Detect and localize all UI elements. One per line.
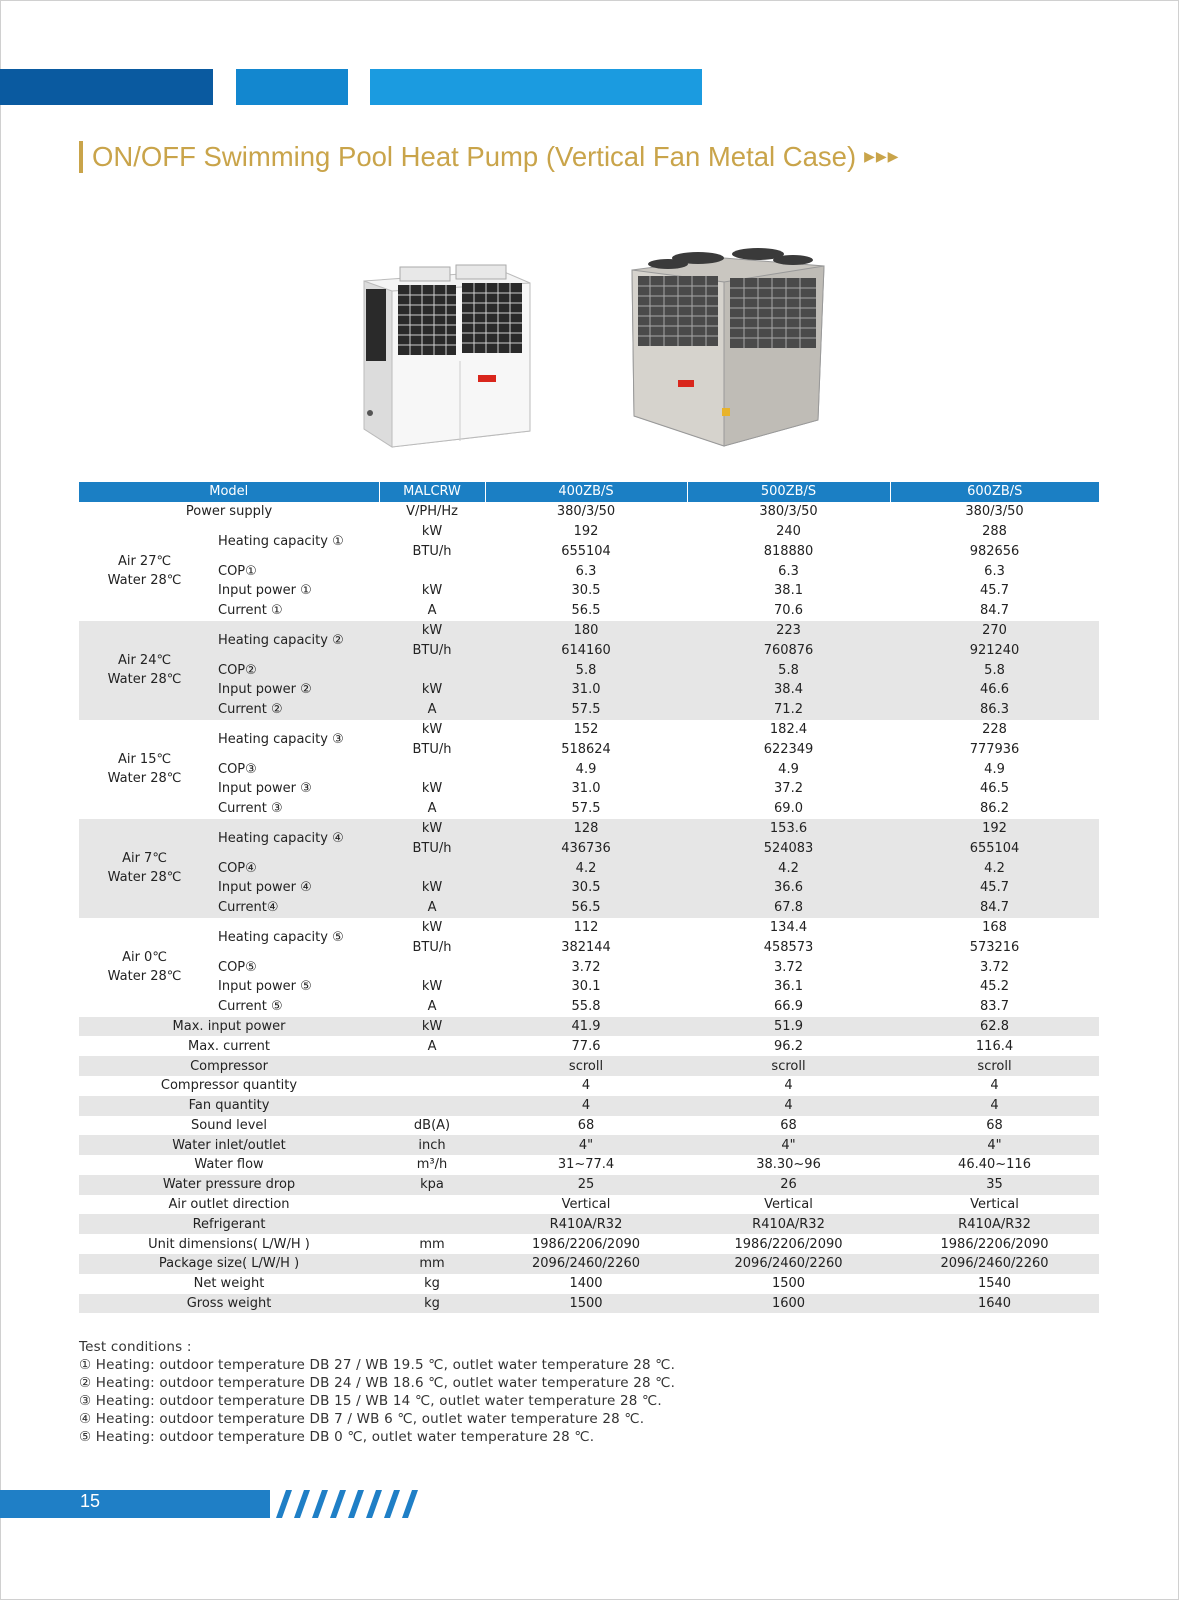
table-row <box>79 779 1099 799</box>
table-cell: 270 <box>890 621 1099 641</box>
header-cell: 600ZB/S <box>890 482 1099 502</box>
table-cell: inch <box>379 1135 485 1155</box>
table-cell: 2096/2460/2260 <box>687 1254 890 1274</box>
param-label: COP③ <box>218 761 257 777</box>
table-row <box>79 700 1099 720</box>
table-cell: scroll <box>485 1056 687 1076</box>
header-band-mid <box>236 69 348 105</box>
table-cell: 41.9 <box>485 1017 687 1037</box>
table-cell: scroll <box>687 1056 890 1076</box>
table-cell: 36.6 <box>687 878 890 898</box>
table-row <box>79 819 1099 839</box>
table-row <box>79 1234 1099 1254</box>
table-cell: 45.7 <box>980 583 1009 599</box>
table-cell: Vertical <box>970 1197 1019 1213</box>
table-cell: 83.7 <box>980 999 1009 1015</box>
table-cell: 380/3/50 <box>759 504 818 520</box>
table-cell: 55.8 <box>571 999 601 1015</box>
table-cell: 86.2 <box>980 801 1009 817</box>
table-row <box>79 1096 1099 1116</box>
table-cell: 436736 <box>485 838 687 858</box>
table-cell: mm <box>419 1236 445 1252</box>
condition-water: Water 28℃ <box>107 672 182 688</box>
table-row <box>79 799 1099 819</box>
table-row <box>79 1214 1099 1234</box>
table-cell: R410A/R32 <box>687 1214 890 1234</box>
table-cell: kW <box>421 781 443 797</box>
param-label: Fan quantity <box>79 1096 379 1116</box>
condition-label <box>79 918 210 1017</box>
table-cell: BTU/h <box>412 543 452 559</box>
table-cell: 56.5 <box>485 898 687 918</box>
test-conditions <box>79 1338 675 1446</box>
table-cell: kg <box>424 1276 440 1292</box>
table-cell: 240 <box>776 523 801 539</box>
header-cell: MALCRW <box>379 482 485 502</box>
title-arrows-icon: ▶▶▶ <box>864 149 900 165</box>
table-cell: A <box>379 700 485 720</box>
table-cell: 655104 <box>890 838 1099 858</box>
table-row <box>79 858 1099 878</box>
param-label: COP① <box>218 563 257 579</box>
table-cell: A <box>427 801 437 817</box>
param-label: Compressor <box>79 1056 379 1076</box>
table-cell: 518624 <box>561 741 611 757</box>
table-row <box>79 878 1099 898</box>
table-cell: A <box>427 1038 437 1054</box>
table-cell: BTU/h <box>412 939 452 955</box>
table-cell: 182.4 <box>769 721 808 737</box>
table-cell: 56.5 <box>571 603 601 619</box>
table-cell: 4.9 <box>984 761 1005 777</box>
table-cell: kpa <box>379 1175 485 1195</box>
param-label: Heating capacity ① <box>218 533 344 549</box>
table-cell: 68 <box>577 1117 595 1133</box>
table-cell: 192 <box>573 523 599 539</box>
table-cell <box>379 858 485 878</box>
table-row <box>79 1155 1099 1175</box>
table-cell: 1986/2206/2090 <box>532 1236 641 1252</box>
table-cell: 77.6 <box>571 1038 601 1054</box>
table-cell: 4 <box>990 1078 999 1094</box>
table-cell: kW <box>421 523 443 539</box>
condition-water: Water 28℃ <box>107 771 182 787</box>
table-cell: 84.7 <box>980 603 1009 619</box>
table-cell: 86.3 <box>890 700 1099 720</box>
heat-pump-image-grey <box>628 240 828 455</box>
table-cell: 288 <box>982 523 1007 539</box>
table-cell: 38.1 <box>774 583 803 599</box>
table-cell <box>379 1195 485 1215</box>
page-number: 15 <box>80 1491 101 1511</box>
table-cell: 128 <box>485 819 687 839</box>
table-cell: 152 <box>573 721 599 737</box>
condition-label <box>79 621 210 720</box>
table-cell: 4.9 <box>575 761 597 777</box>
param-label: Current ① <box>218 603 283 619</box>
table-row <box>79 1175 1099 1195</box>
table-row <box>79 977 1099 997</box>
test-condition-line: ③ Heating: outdoor temperature DB 15 / WB 14 ℃, outlet water temperature 28 ℃. <box>79 1393 662 1409</box>
table-cell: 51.9 <box>687 1017 890 1037</box>
param-label: Current④ <box>210 898 379 918</box>
condition-water: Water 28℃ <box>107 969 182 985</box>
table-row <box>79 1135 1099 1155</box>
condition-water: Water 28℃ <box>107 573 182 589</box>
table-row <box>79 1036 1099 1056</box>
table-cell: R410A/R32 <box>485 1214 687 1234</box>
table-cell: kW <box>379 621 485 641</box>
table-cell: A <box>427 999 437 1015</box>
header-band-light <box>370 69 702 105</box>
table-cell: 458573 <box>763 939 814 955</box>
table-row <box>79 1254 1099 1274</box>
table-cell: A <box>379 898 485 918</box>
condition-label <box>79 720 210 819</box>
test-condition-line: ④ Heating: outdoor temperature DB 7 / WB 6 ℃, outlet water temperature 28 ℃. <box>79 1411 645 1427</box>
table-cell: kW <box>421 583 443 599</box>
table-cell: 6.3 <box>984 563 1005 579</box>
table-cell: 622349 <box>763 741 814 757</box>
table-cell <box>379 957 485 977</box>
table-cell: 192 <box>890 819 1099 839</box>
param-label: Sound level <box>191 1117 267 1133</box>
table-cell: Vertical <box>764 1197 813 1213</box>
table-cell: 66.9 <box>774 999 803 1015</box>
param-label: Current ③ <box>218 801 283 817</box>
table-cell: 5.8 <box>890 660 1099 680</box>
table-cell: 4.2 <box>485 858 687 878</box>
table-cell: mm <box>379 1254 485 1274</box>
param-label: Heating capacity ④ <box>210 819 379 859</box>
test-condition-line: ② Heating: outdoor temperature DB 24 / WB 18.6 ℃, outlet water temperature 28 ℃. <box>79 1375 676 1391</box>
table-cell: 3.72 <box>774 959 803 975</box>
table-cell: R410A/R32 <box>890 1214 1099 1234</box>
param-label: Input power ⑤ <box>218 979 312 995</box>
table-cell: 112 <box>573 919 599 935</box>
table-cell <box>379 759 485 779</box>
table-cell: 4 <box>784 1078 793 1094</box>
table-cell <box>379 1214 485 1234</box>
table-cell: 1500 <box>771 1276 806 1292</box>
table-cell: 30.5 <box>485 878 687 898</box>
table-row <box>79 660 1099 680</box>
header-band-dark <box>0 69 213 105</box>
table-row <box>79 898 1099 918</box>
table-cell: 6.3 <box>575 563 597 579</box>
table-cell: dB(A) <box>413 1117 451 1133</box>
table-cell: 46.6 <box>890 680 1099 700</box>
table-cell: 4" <box>890 1135 1099 1155</box>
table-cell: 67.8 <box>687 898 890 918</box>
table-cell: 6.3 <box>778 563 799 579</box>
table-cell: 26 <box>687 1175 890 1195</box>
table-cell: 2096/2460/2260 <box>890 1254 1099 1274</box>
table-cell: BTU/h <box>412 741 452 757</box>
param-label: Water pressure drop <box>79 1175 379 1195</box>
test-conditions-heading: Test conditions : <box>79 1339 192 1355</box>
table-cell: 655104 <box>561 543 611 559</box>
header-cell: 400ZB/S <box>485 482 687 502</box>
table-cell: 25 <box>485 1175 687 1195</box>
table-cell: 1540 <box>977 1276 1012 1292</box>
param-label: Max. input power <box>79 1017 379 1037</box>
param-label: Heating capacity ⑤ <box>218 929 344 945</box>
table-row <box>79 1017 1099 1037</box>
table-cell: 982656 <box>969 543 1020 559</box>
table-cell: 2096/2460/2260 <box>485 1254 687 1274</box>
table-cell: 380/3/50 <box>965 504 1024 520</box>
table-cell: 1640 <box>890 1294 1099 1314</box>
table-cell: V/PH/Hz <box>406 504 458 520</box>
table-row <box>79 1056 1099 1076</box>
table-cell: 84.7 <box>890 898 1099 918</box>
table-cell: 30.1 <box>571 979 601 995</box>
table-cell: 57.5 <box>485 700 687 720</box>
footer-bar <box>0 1490 270 1518</box>
condition-air: Air 7℃ <box>122 851 167 867</box>
table-row <box>79 502 1099 522</box>
param-label: Net weight <box>193 1276 265 1292</box>
condition-air: Air 24℃ <box>117 653 172 669</box>
param-label: Input power ④ <box>210 878 379 898</box>
table-cell: 46.5 <box>980 781 1009 797</box>
table-cell: BTU/h <box>379 838 485 858</box>
table-row <box>79 680 1099 700</box>
table-cell <box>379 660 485 680</box>
table-cell: 1986/2206/2090 <box>940 1236 1049 1252</box>
condition-label <box>79 819 210 918</box>
header-cell: 500ZB/S <box>687 482 890 502</box>
table-cell: 116.4 <box>975 1038 1014 1054</box>
param-label: Power supply <box>185 504 273 520</box>
title-text: ON/OFF Swimming Pool Heat Pump (Vertical Fan Metal Case) <box>92 141 857 172</box>
table-cell: 4.2 <box>687 858 890 878</box>
condition-water: Water 28℃ <box>107 870 182 886</box>
table-row <box>79 997 1099 1017</box>
table-cell: 38.4 <box>687 680 890 700</box>
table-cell: 4 <box>687 1096 890 1116</box>
param-label: COP⑤ <box>218 959 257 975</box>
table-cell: 4 <box>581 1078 591 1094</box>
param-label: Input power ③ <box>218 781 312 797</box>
table-cell: 134.4 <box>769 919 808 935</box>
table-cell: 5.8 <box>485 660 687 680</box>
title-accent-bar <box>79 141 83 173</box>
param-label: Unit dimensions( L/W/H ) <box>148 1236 310 1252</box>
table-cell: 614160 <box>485 640 687 660</box>
table-cell: 4.2 <box>890 858 1099 878</box>
table-cell: m³/h <box>416 1157 448 1173</box>
table-cell: 4" <box>687 1135 890 1155</box>
table-cell: 524083 <box>687 838 890 858</box>
table-cell: 37.2 <box>774 781 803 797</box>
param-label: Heating capacity ③ <box>218 731 344 747</box>
table-cell: 4 <box>890 1096 1099 1116</box>
param-label: Max. current <box>187 1038 271 1054</box>
table-cell: 228 <box>982 721 1007 737</box>
table-cell: 1400 <box>569 1276 603 1292</box>
table-cell: kW <box>421 919 443 935</box>
table-cell: kW <box>421 721 443 737</box>
table-cell <box>379 1096 485 1116</box>
table-row <box>79 621 1099 641</box>
param-label: Air outlet direction <box>168 1197 290 1213</box>
param-label: COP② <box>210 660 379 680</box>
table-cell: A <box>427 603 437 619</box>
page-title <box>79 139 899 175</box>
table-cell: 38.30~96 <box>756 1157 821 1173</box>
table-row <box>79 957 1099 977</box>
table-cell: Vertical <box>561 1197 611 1213</box>
table-cell: kW <box>379 680 485 700</box>
table-cell: kW <box>421 979 443 995</box>
param-label: Package size( L/W/H ) <box>79 1254 379 1274</box>
table-cell: 57.5 <box>571 801 601 817</box>
param-label: Input power ② <box>210 680 379 700</box>
param-label: Refrigerant <box>79 1214 379 1234</box>
footer-stripes <box>268 1490 438 1518</box>
table-cell: 382144 <box>561 939 611 955</box>
table-cell: 4.9 <box>778 761 799 777</box>
table-cell: 1600 <box>687 1294 890 1314</box>
table-cell: 3.72 <box>571 959 601 975</box>
param-label: COP④ <box>210 858 379 878</box>
table-row <box>79 522 1099 542</box>
table-cell: kW <box>379 1017 485 1037</box>
param-label: Heating capacity ② <box>210 621 379 661</box>
table-cell: 168 <box>982 919 1007 935</box>
table-row <box>79 1294 1099 1314</box>
condition-air: Air 27℃ <box>117 554 172 570</box>
condition-air: Air 0℃ <box>122 950 167 966</box>
table-cell <box>379 1076 485 1096</box>
table-cell: 31.0 <box>571 781 601 797</box>
table-cell: 777936 <box>969 741 1020 757</box>
table-cell: kW <box>379 819 485 839</box>
table-cell: kW <box>379 878 485 898</box>
table-cell: 71.2 <box>687 700 890 720</box>
table-cell: 31.0 <box>485 680 687 700</box>
param-label: Current ⑤ <box>218 999 283 1015</box>
table-cell: 573216 <box>969 939 1020 955</box>
table-cell: 153.6 <box>687 819 890 839</box>
table-cell: 4 <box>485 1096 687 1116</box>
table-cell: 45.7 <box>890 878 1099 898</box>
table-row <box>79 1195 1099 1215</box>
table-cell: scroll <box>890 1056 1099 1076</box>
table-row <box>79 561 1099 581</box>
table-cell: 380/3/50 <box>556 504 616 520</box>
table-cell: 5.8 <box>687 660 890 680</box>
table-cell: 1986/2206/2090 <box>734 1236 843 1252</box>
table-row <box>79 759 1099 779</box>
header-cell: Model <box>79 482 379 502</box>
heat-pump-image-white <box>352 261 532 451</box>
table-cell: 760876 <box>687 640 890 660</box>
table-cell: 31~77.4 <box>557 1157 615 1173</box>
table-cell: BTU/h <box>379 640 485 660</box>
test-condition-line: ① Heating: outdoor temperature DB 27 / WB 19.5 ℃, outlet water temperature 28 ℃. <box>79 1357 676 1373</box>
table-cell: 96.2 <box>774 1038 803 1054</box>
table-row <box>79 1076 1099 1096</box>
param-label: Input power ① <box>218 583 312 599</box>
param-label: Water flow <box>194 1157 264 1173</box>
test-condition-line: ⑤ Heating: outdoor temperature DB 0 ℃, outlet water temperature 28 ℃. <box>79 1429 595 1445</box>
table-cell: 3.72 <box>980 959 1009 975</box>
table-cell <box>379 1056 485 1076</box>
table-row <box>79 918 1099 938</box>
condition-label <box>79 522 210 621</box>
param-label: Water inlet/outlet <box>79 1135 379 1155</box>
table-cell <box>379 561 485 581</box>
table-cell: 46.40~116 <box>958 1157 1031 1173</box>
condition-air: Air 15℃ <box>117 752 172 768</box>
table-cell: 30.5 <box>571 583 601 599</box>
param-label: Current ② <box>210 700 379 720</box>
param-label: Compressor quantity <box>160 1078 298 1094</box>
table-cell: 223 <box>687 621 890 641</box>
table-cell: 68 <box>986 1117 1003 1133</box>
table-cell: 4" <box>485 1135 687 1155</box>
table-cell: 180 <box>485 621 687 641</box>
table-row <box>79 601 1099 621</box>
table-row <box>79 482 1099 502</box>
table-cell: 68 <box>780 1117 797 1133</box>
table-cell: 45.2 <box>980 979 1009 995</box>
table-cell: 818880 <box>763 543 814 559</box>
table-row <box>79 720 1099 740</box>
spec-table <box>79 482 1099 1313</box>
table-row <box>79 1116 1099 1136</box>
param-label: Gross weight <box>79 1294 379 1314</box>
table-cell: 921240 <box>890 640 1099 660</box>
table-cell: 69.0 <box>774 801 803 817</box>
table-cell: 62.8 <box>890 1017 1099 1037</box>
table-cell: 1500 <box>485 1294 687 1314</box>
table-cell: 35 <box>890 1175 1099 1195</box>
table-cell: kg <box>379 1294 485 1314</box>
table-cell: 36.1 <box>774 979 803 995</box>
table-cell: 70.6 <box>774 603 803 619</box>
table-row <box>79 581 1099 601</box>
table-row <box>79 1274 1099 1294</box>
